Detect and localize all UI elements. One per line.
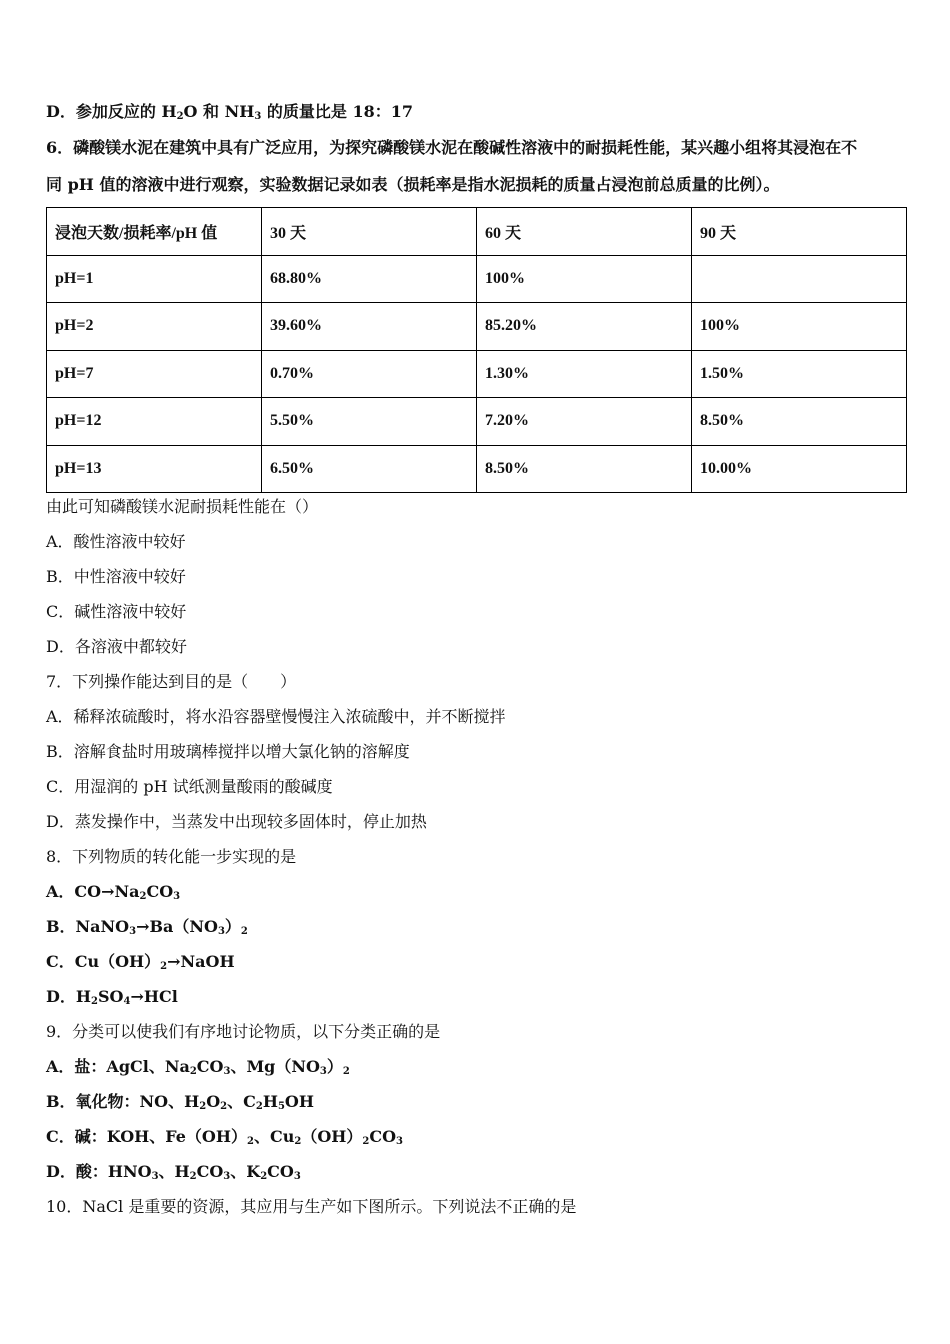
q8-option-a: A．$CO\to Na_2CO_3$ [46, 882, 181, 902]
q8-stem: 8．下列物质的转化能一步实现的是 [46, 847, 297, 866]
table-cell: 100% [477, 255, 692, 303]
table-row [47, 398, 907, 446]
table-cell: pH=7 [47, 350, 262, 398]
table-cell: 6.50% [262, 445, 477, 493]
q9-option-b: B．氧化物：NO、$H_2O_2$、$C_2H_5OH$ [46, 1092, 314, 1112]
q7-stem: 7．下列操作能达到目的是（ ） [46, 672, 297, 691]
table-header-cell: 60 天 [477, 208, 692, 256]
q6-question: 由此可知磷酸镁水泥耐损耗性能在（） [46, 497, 319, 516]
table-cell: 85.20% [477, 303, 692, 351]
table-cell: 39.60% [262, 303, 477, 351]
q7-option-d: D．蒸发操作中，当蒸发中出现较多固体时，停止加热 [46, 812, 427, 831]
table-cell: pH=13 [47, 445, 262, 493]
q9-stem: 9．分类可以使我们有序地讨论物质，以下分类正确的是 [46, 1022, 441, 1041]
table-cell: pH=12 [47, 398, 262, 446]
q6-option-b: B．中性溶液中较好 [46, 567, 186, 586]
q7-option-b: B．溶解食盐时用玻璃棒搅拌以增大氯化钠的溶解度 [46, 742, 410, 761]
table-cell: pH=1 [47, 255, 262, 303]
q9-option-c: C．碱：KOH、$Fe(OH)_2$、$Cu_2(OH)_2CO_3$ [46, 1127, 403, 1147]
q6-data-table [46, 207, 907, 493]
q9-option-d: D．酸：$HNO_3$、$H_2CO_3$、$K_2CO_3$ [46, 1162, 301, 1182]
q6-stem-line1: 6．磷酸镁水泥在建筑中具有广泛应用，为探究磷酸镁水泥在酸碱性溶液中的耐损耗性能，某兴趣小组将其浸泡在不 [46, 138, 858, 157]
table-header-cell: 30 天 [262, 208, 477, 256]
q8-option-d: D．$H_2SO_4\to HCl$ [46, 987, 178, 1007]
q6-option-c: C．碱性溶液中较好 [46, 602, 187, 621]
table-cell: 8.50% [477, 445, 692, 493]
q8-option-c: C．$Cu(OH)_2\to NaOH$ [46, 952, 235, 972]
table-header-row [47, 208, 907, 256]
q7-option-a: A．稀释浓硫酸时，将水沿容器壁慢慢注入浓硫酸中，并不断搅拌 [46, 707, 506, 726]
table-cell: pH=2 [47, 303, 262, 351]
table-cell: 1.50% [692, 350, 907, 398]
q6-option-d: D．各溶液中都较好 [46, 637, 187, 656]
table-header-cell: 90 天 [692, 208, 907, 256]
table-cell: 8.50% [692, 398, 907, 446]
q5-option-d: D．参加反应的 $H_2O$ 和 $NH_3$ 的质量比是 18：17 [46, 102, 414, 122]
table-header-cell: 浸泡天数/损耗率/pH 值 [47, 208, 262, 256]
table-cell [692, 255, 907, 303]
table-cell: 68.80% [262, 255, 477, 303]
table-row [47, 303, 907, 351]
q10-stem: 10．NaCl 是重要的资源，其应用与生产如下图所示。下列说法不正确的是 [46, 1197, 577, 1216]
table-row [47, 255, 907, 303]
table-cell: 0.70% [262, 350, 477, 398]
table-cell: 5.50% [262, 398, 477, 446]
table-cell: 100% [692, 303, 907, 351]
table-row [47, 445, 907, 493]
table-row [47, 350, 907, 398]
q8-option-b: B．$NaNO_3\to Ba(NO_3)_2$ [46, 917, 248, 937]
table-cell: 10.00% [692, 445, 907, 493]
table-cell: 1.30% [477, 350, 692, 398]
q6-option-a: A．酸性溶液中较好 [46, 532, 186, 551]
q6-stem-line2: 同 pH 值的溶液中进行观察，实验数据记录如表（损耗率是指水泥损耗的质量占浸泡前总质量的比例）。 [46, 175, 780, 194]
q9-option-a: A．盐：AgCl、$Na_2CO_3$、$Mg(NO_3)_2$ [46, 1057, 350, 1077]
table-cell: 7.20% [477, 398, 692, 446]
q7-option-c: C．用湿润的 pH 试纸测量酸雨的酸碱度 [46, 777, 333, 796]
